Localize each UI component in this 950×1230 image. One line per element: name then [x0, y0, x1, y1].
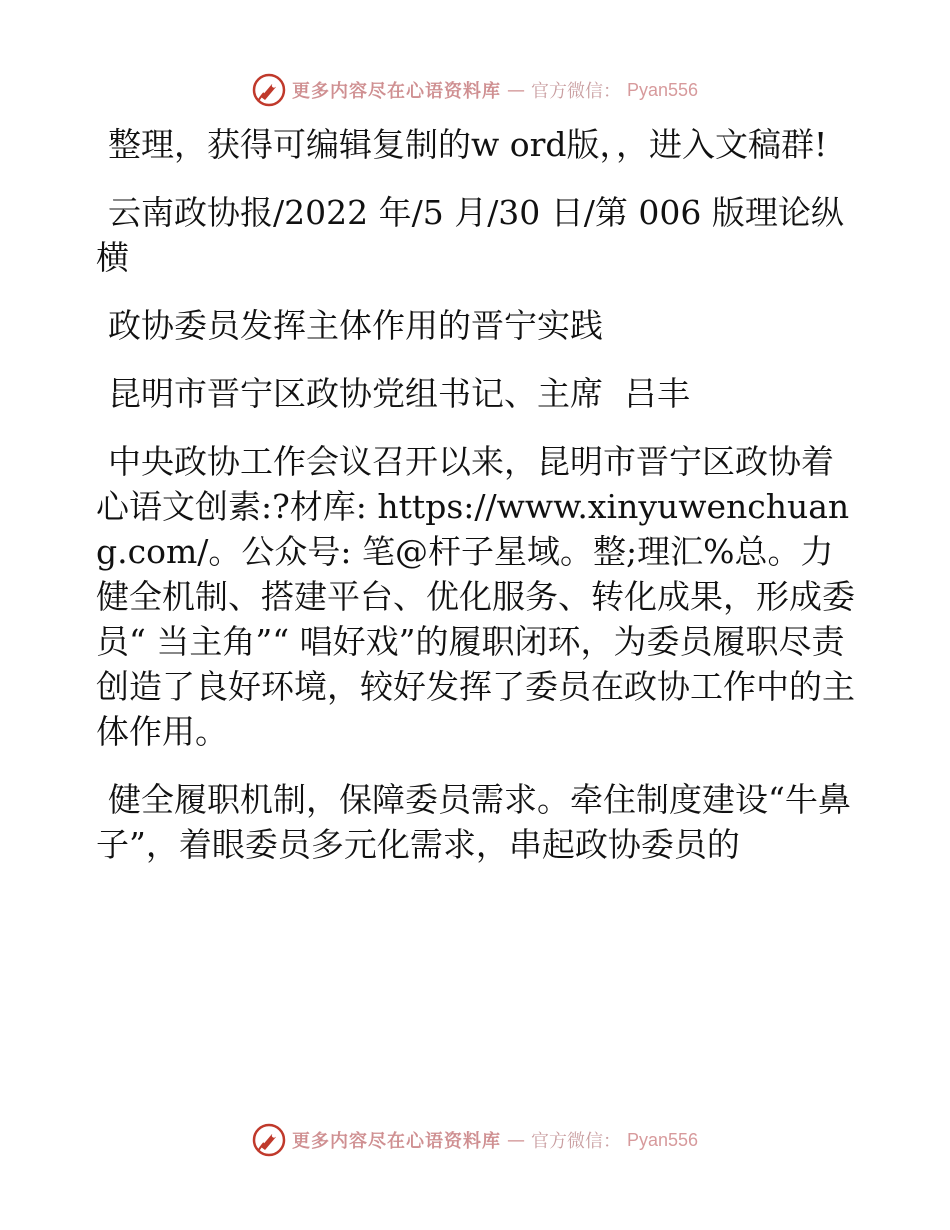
- paragraph-body-2: 健全履职机制，保障委员需求。牵住制度建设“牛鼻子”，着眼委员多元化需求，串起政协委员的: [96, 780, 851, 864]
- banner-separator: —: [506, 79, 525, 101]
- document-body: [96, 122, 856, 890]
- banner-separator: —: [506, 1129, 525, 1151]
- article-title: 政协委员发挥主体作用的晋宁实践: [108, 306, 603, 345]
- paragraph-intro: 整理，获得可编辑复制的w ord版，，进入文稿群!: [108, 125, 828, 164]
- footer-banner: [0, 1120, 950, 1160]
- pen-nib-logo-icon: [252, 1123, 286, 1157]
- article-author: 昆明市晋宁区政协党组书记、主席 吕丰: [108, 374, 690, 413]
- paragraph-body-1: 中央政协工作会议召开以来，昆明市晋宁区政协着心语文创素:?材库: https://www.xinyuwenchuang.com/。公众号: 笔@杆子星域。整;理汇%总。力健全机制、搭建平台、优化服务、转化成果，形成委员“ 当主角”“ 唱好戏”的履职闭环，为委员履职尽责创造了良好环境，较好发挥了委员在政协工作中的主体作用。: [96, 442, 855, 751]
- header-banner: [0, 70, 950, 110]
- banner-wechat-label: 官方微信：: [530, 1131, 621, 1152]
- banner-wechat-label: 官方微信：: [530, 81, 621, 102]
- banner-account: Pyan556: [626, 1129, 699, 1150]
- pen-nib-logo-icon: [252, 73, 286, 107]
- banner-label: 更多内容尽在心语资料库: [291, 1131, 501, 1152]
- banner-label: 更多内容尽在心语资料库: [291, 81, 501, 102]
- banner-account: Pyan556: [626, 79, 699, 100]
- paragraph-source: 云南政协报/2022 年/5 月/30 日/第 006 版理论纵横: [96, 193, 844, 277]
